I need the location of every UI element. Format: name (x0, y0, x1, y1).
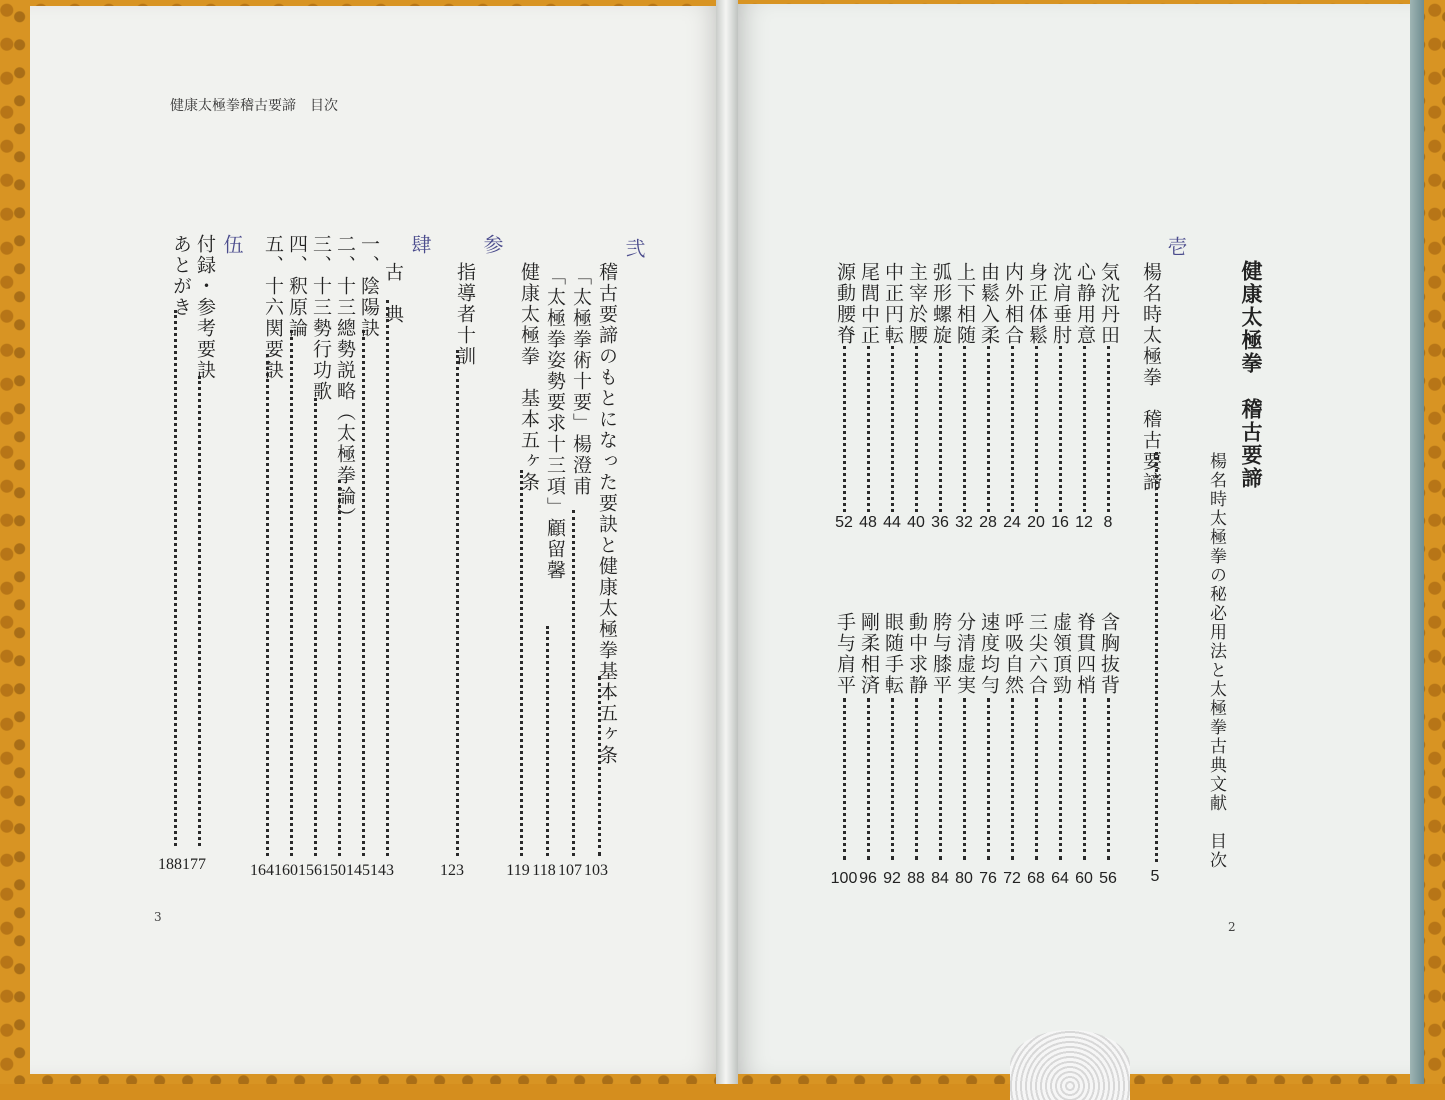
leader-dots (1035, 346, 1038, 512)
leader-dots (1107, 346, 1110, 512)
page-ref: 107 (558, 862, 582, 879)
page-ref: 12 (1075, 514, 1093, 531)
book-cover-edge (1410, 0, 1424, 1084)
leader-dots (843, 698, 846, 860)
toc-entry: 脊貫四梢 (1074, 612, 1096, 696)
page-ref: 60 (1075, 870, 1093, 887)
leader-dots (290, 330, 293, 856)
section-ichi: 壱 (1164, 236, 1188, 258)
leader-dots (963, 698, 966, 860)
leader-dots (456, 350, 459, 856)
toc-entry: 指導者十訓 (454, 262, 476, 367)
page-ref: 5 (1150, 868, 1160, 885)
page-ref: 100 (830, 870, 858, 887)
toc-entry: 眼随手転 (882, 612, 904, 696)
toc-entry: 源動腰脊 (834, 262, 856, 346)
page-ref: 143 (370, 862, 394, 879)
page-ref: 36 (931, 514, 949, 531)
right-page (732, 4, 1412, 1074)
toc-entry: 楊名時太極拳 稽古要諦 (1140, 262, 1162, 493)
toc-entry: 三、十三勢行功歌 (310, 234, 332, 402)
page-ref: 123 (440, 862, 464, 879)
page-ref: 103 (584, 862, 608, 879)
leader-dots (891, 346, 894, 512)
leader-dots (572, 510, 575, 856)
toc-entry: 手与肩平 (834, 612, 856, 696)
page-ref: 119 (506, 862, 530, 879)
page-ref: 156 (298, 862, 322, 879)
page-ref: 88 (907, 870, 925, 887)
page-ref: 64 (1051, 870, 1069, 887)
leader-dots (1155, 452, 1158, 862)
toc-entry: 二、十三總勢説略（太極拳論） (334, 234, 356, 528)
leader-dots (867, 698, 870, 860)
leader-dots (963, 346, 966, 512)
leader-dots (1059, 698, 1062, 860)
toc-entry: 古 典 (382, 262, 404, 325)
toc-entry: 付録・参考要訣 (194, 234, 216, 381)
page-ref: 92 (883, 870, 901, 887)
page-ref: 32 (955, 514, 973, 531)
toc-entry: あとがき (170, 234, 192, 318)
leader-dots (987, 346, 990, 512)
section-san: 参 (480, 234, 504, 256)
page-ref: 16 (1051, 514, 1069, 531)
leader-dots (1011, 698, 1014, 860)
page-ref: 8 (1103, 514, 1113, 531)
toc-entry: 速度均勻 (978, 612, 1000, 696)
page-ref: 177 (182, 856, 206, 873)
page-number: 3 (154, 910, 162, 924)
leader-dots (546, 626, 549, 856)
page-ref: 28 (979, 514, 997, 531)
toc-entry: 胯与膝平 (930, 612, 952, 696)
running-header: 健康太極拳稽古要諦 目次 (170, 98, 338, 114)
toc-entry: 由鬆入柔 (978, 262, 1000, 346)
page-ref: 84 (931, 870, 949, 887)
toc-entry: 動中求静 (906, 612, 928, 696)
toc-entry: 主宰於腰 (906, 262, 928, 346)
page-ref: 96 (859, 870, 877, 887)
book-spine (716, 0, 738, 1084)
toc-entry: 身正体鬆 (1026, 262, 1048, 346)
thumb (1010, 1030, 1130, 1100)
page-ref: 150 (322, 862, 346, 879)
page-ref: 56 (1099, 870, 1117, 887)
toc-entry: 気沈丹田 (1098, 262, 1120, 346)
leader-dots (915, 698, 918, 860)
toc-entry: 呼吸自然 (1002, 612, 1024, 696)
book-title: 健康太極拳 稽古要諦 (1239, 260, 1263, 490)
toc-entry: 稽古要諦のもとになった要訣と健康太極拳基本五ヶ条 (596, 262, 618, 766)
page-ref: 24 (1003, 514, 1021, 531)
page-ref: 72 (1003, 870, 1021, 887)
leader-dots (266, 354, 269, 856)
toc-entry: 剛柔相済 (858, 612, 880, 696)
page-ref: 118 (532, 862, 556, 879)
toc-entry: 含胸抜背 (1098, 612, 1120, 696)
leader-dots (1083, 346, 1086, 512)
page-ref: 44 (883, 514, 901, 531)
toc-entry: 三尖六合 (1026, 612, 1048, 696)
leader-dots (915, 346, 918, 512)
leader-dots (520, 470, 523, 856)
toc-entry: 一、陰陽訣 (358, 234, 380, 339)
section-shi: 肆 (408, 234, 432, 256)
toc-entry: 五、十六関要訣 (262, 234, 284, 381)
leader-dots (198, 376, 201, 846)
book-subtitle: 楊名時太極拳の秘必用法と太極拳古典文献 目次 (1206, 452, 1226, 870)
leader-dots (1011, 346, 1014, 512)
toc-entry: 上下相随 (954, 262, 976, 346)
leader-dots (386, 300, 389, 856)
toc-entry: 分清虚実 (954, 612, 976, 696)
toc-entry: 健康太極拳 基本五ヶ条 (518, 262, 540, 493)
page-ref: 40 (907, 514, 925, 531)
page-ref: 188 (158, 856, 182, 873)
page-ref: 20 (1027, 514, 1045, 531)
leader-dots (598, 676, 601, 856)
toc-entry: 「太極拳姿勢要求十三項」顧留馨 (544, 266, 566, 581)
leader-dots (939, 346, 942, 512)
page-ref: 52 (835, 514, 853, 531)
leader-dots (867, 346, 870, 512)
leader-dots (314, 398, 317, 856)
leader-dots (843, 346, 846, 512)
toc-entry: 尾閭中正 (858, 262, 880, 346)
toc-entry: 内外相合 (1002, 262, 1024, 346)
leader-dots (891, 698, 894, 860)
leader-dots (362, 330, 365, 856)
page-ref: 68 (1027, 870, 1045, 887)
leader-dots (939, 698, 942, 860)
page-ref: 80 (955, 870, 973, 887)
leader-dots (1083, 698, 1086, 860)
toc-entry: 中正円転 (882, 262, 904, 346)
section-go: 伍 (220, 234, 244, 256)
section-ni: 弐 (622, 238, 646, 260)
leader-dots (174, 310, 177, 846)
page-number: 2 (1228, 920, 1236, 934)
page-ref: 48 (859, 514, 877, 531)
page-ref: 160 (274, 862, 298, 879)
page-ref: 76 (979, 870, 997, 887)
toc-entry: 四、釈原論 (286, 234, 308, 339)
toc-entry: 心静用意 (1074, 262, 1096, 346)
leader-dots (1107, 698, 1110, 860)
toc-entry: 虚領頂勁 (1050, 612, 1072, 696)
leader-dots (338, 480, 341, 856)
toc-entry: 沈肩垂肘 (1050, 262, 1072, 346)
page-ref: 164 (250, 862, 274, 879)
page-ref: 145 (346, 862, 370, 879)
toc-entry: 「太極拳術十要」楊澄甫 (570, 266, 592, 497)
leader-dots (987, 698, 990, 860)
leader-dots (1035, 698, 1038, 860)
leader-dots (1059, 346, 1062, 512)
toc-entry: 弧形螺旋 (930, 262, 952, 346)
